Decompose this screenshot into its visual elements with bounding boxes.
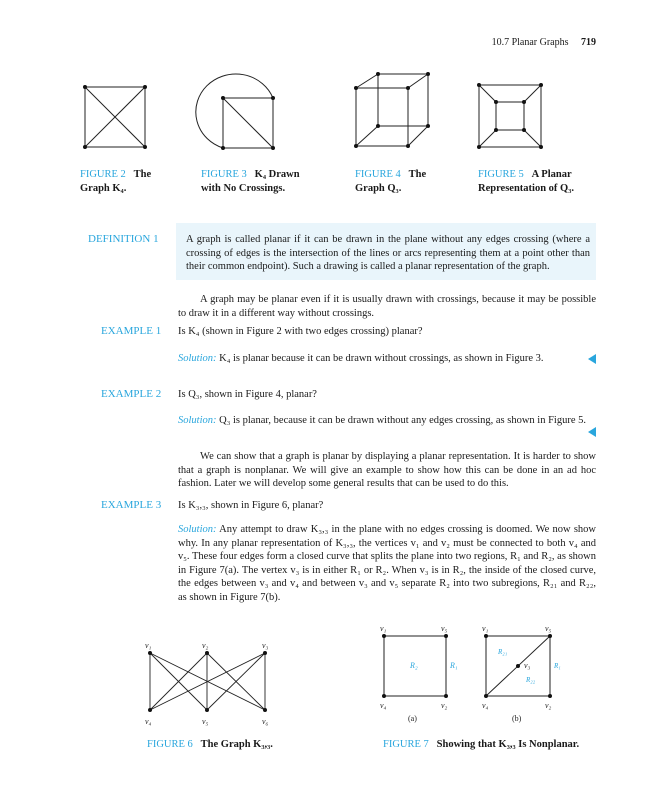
figure-5-caption <box>478 168 598 195</box>
vertex-label-v4: v₄ <box>482 701 489 710</box>
vertex-label-v5: v₅ <box>202 717 209 726</box>
figure-7b-drawing <box>476 622 576 726</box>
vertex-label-v1: v₁ <box>145 641 152 650</box>
figure-4-q3-cube-drawing <box>350 68 432 152</box>
example-3-question: Is K₃,₃, shown in Figure 6, planar? <box>178 500 324 511</box>
solution-label: Solution: <box>178 415 217 426</box>
caption-text: The Graph K₄. <box>80 169 152 194</box>
figure-label: FIGURE 3 <box>201 169 247 180</box>
definition-text: A graph is called planar if it can be drawn in the plane without any edges crossing (where a crossing of edges is the intersection of the lines or arcs representing them at a point other than their common endpoint). Such a drawing is called a planar representation of the graph. <box>186 234 590 272</box>
solution-text: Q₃ is planar, because it can be drawn without any edges crossing, as shown in Figure 5. <box>219 415 586 426</box>
figure-6-k33-drawing <box>135 638 285 730</box>
example-2-solution <box>178 414 596 428</box>
region-label-r22: R₂₂ <box>526 676 536 684</box>
caption-text: The Graph K₃,₃. <box>200 739 273 750</box>
figure-3-caption <box>201 168 321 195</box>
solution-label: Solution: <box>178 353 217 364</box>
caption-text: K₄ Drawn with No Crossings. <box>201 169 300 194</box>
example-1-label: EXAMPLE 1 <box>101 325 162 337</box>
example-1-question: Is K₄ (shown in Figure 2 with two edges crossing) planar? <box>178 326 423 337</box>
region-label-r1: R₁ <box>450 661 458 670</box>
figure-2-caption <box>80 168 170 195</box>
example-2-label: EXAMPLE 2 <box>101 388 162 400</box>
figure-label: FIGURE 5 <box>478 169 524 180</box>
subfigure-label: (b) <box>512 714 522 723</box>
vertex-label-v1: v₁ <box>482 624 489 633</box>
figure-6-caption <box>147 738 273 752</box>
figure-7-caption <box>383 738 579 752</box>
end-of-example-marker <box>588 427 596 437</box>
figure-4-caption <box>355 168 445 195</box>
vertex-label-v2: v₂ <box>441 701 448 710</box>
vertex-label-v4: v₄ <box>145 717 152 726</box>
vertex-label-v5: v₅ <box>441 624 448 633</box>
section-title: 10.7 Planar Graphs <box>491 37 569 48</box>
region-label-r21: R₂₁ <box>498 648 508 656</box>
example-1-solution <box>178 352 578 366</box>
example-3-label: EXAMPLE 3 <box>101 499 162 511</box>
figure-label: FIGURE 2 <box>80 169 126 180</box>
vertex-label-v3: v₃ <box>262 641 269 650</box>
figure-label: FIGURE 7 <box>383 739 429 750</box>
vertex-label-v4: v₄ <box>380 701 387 710</box>
vertex-label-v1: v₁ <box>380 624 387 633</box>
region-label-r1: R₁ <box>554 662 561 670</box>
vertex-label-v5: v₅ <box>545 624 552 633</box>
solution-label: Solution: <box>178 524 217 535</box>
solution-text: Any attempt to draw K₃,₃ in the plane with no edges crossing is doomed. We now show why. In any planar representation of K₃,₃, the vertices v₁ and v₂ must be connected to both v₄ and v₅. These four edges form a closed curve that splits the plane into two regions, R₁ and R₂, as shown in Figure 7(a). The vertex v₃ is in either R₁ or R₂. When v₃ is in R₂, the inside of the closed curve, the edges between v₃ and v₄ and between v₃ and v₅ separate R₂ into two subregions, R₂₁ and R₂₂, as shown in Figure 7(b). <box>178 524 597 603</box>
figure-3-k4-planar-drawing <box>195 70 285 155</box>
solution-text: K₄ is planar because it can be drawn without crossings, as shown in Figure 3. <box>219 353 544 364</box>
figure-5-q3-planar-drawing <box>474 80 546 152</box>
page-number: 719 <box>581 37 596 48</box>
vertex-label-v2: v₂ <box>202 641 209 650</box>
vertex-label-v2: v₂ <box>545 701 552 710</box>
example-2-question: Is Q₃, shown in Figure 4, planar? <box>178 389 317 400</box>
paragraph-planar-note: A graph may be planar even if it is usually drawn with crossings, because it may be possible to draw it in a different way without crossings. <box>178 294 596 319</box>
vertex-label-v3: v₃ <box>524 661 531 670</box>
paragraph-nonplanar-intro: We can show that a graph is planar by displaying a planar representation. It is harder to show that a graph is nonplanar. We will give an example to show how this can be done in an ad hoc fashion. Later we will develop some general results that can be used to do this. <box>178 451 596 489</box>
running-header <box>492 37 596 48</box>
definition-label: DEFINITION 1 <box>88 233 159 245</box>
caption-text: Showing that K₃,₃ Is Nonplanar. <box>436 739 580 750</box>
end-of-example-marker <box>588 354 596 364</box>
vertex-label-v6: v₆ <box>262 717 269 726</box>
figure-label: FIGURE 6 <box>147 739 193 750</box>
caption-text: The Graph Q₃. <box>355 169 427 194</box>
figure-label: FIGURE 4 <box>355 169 401 180</box>
region-label-r2: R₂ <box>410 661 418 670</box>
figure-2-k4-drawing <box>80 82 150 152</box>
caption-text: A Planar Representation of Q₃. <box>478 169 574 194</box>
example-3-solution <box>178 523 596 604</box>
subfigure-label: (a) <box>408 714 417 723</box>
figure-7a-drawing <box>370 622 470 726</box>
